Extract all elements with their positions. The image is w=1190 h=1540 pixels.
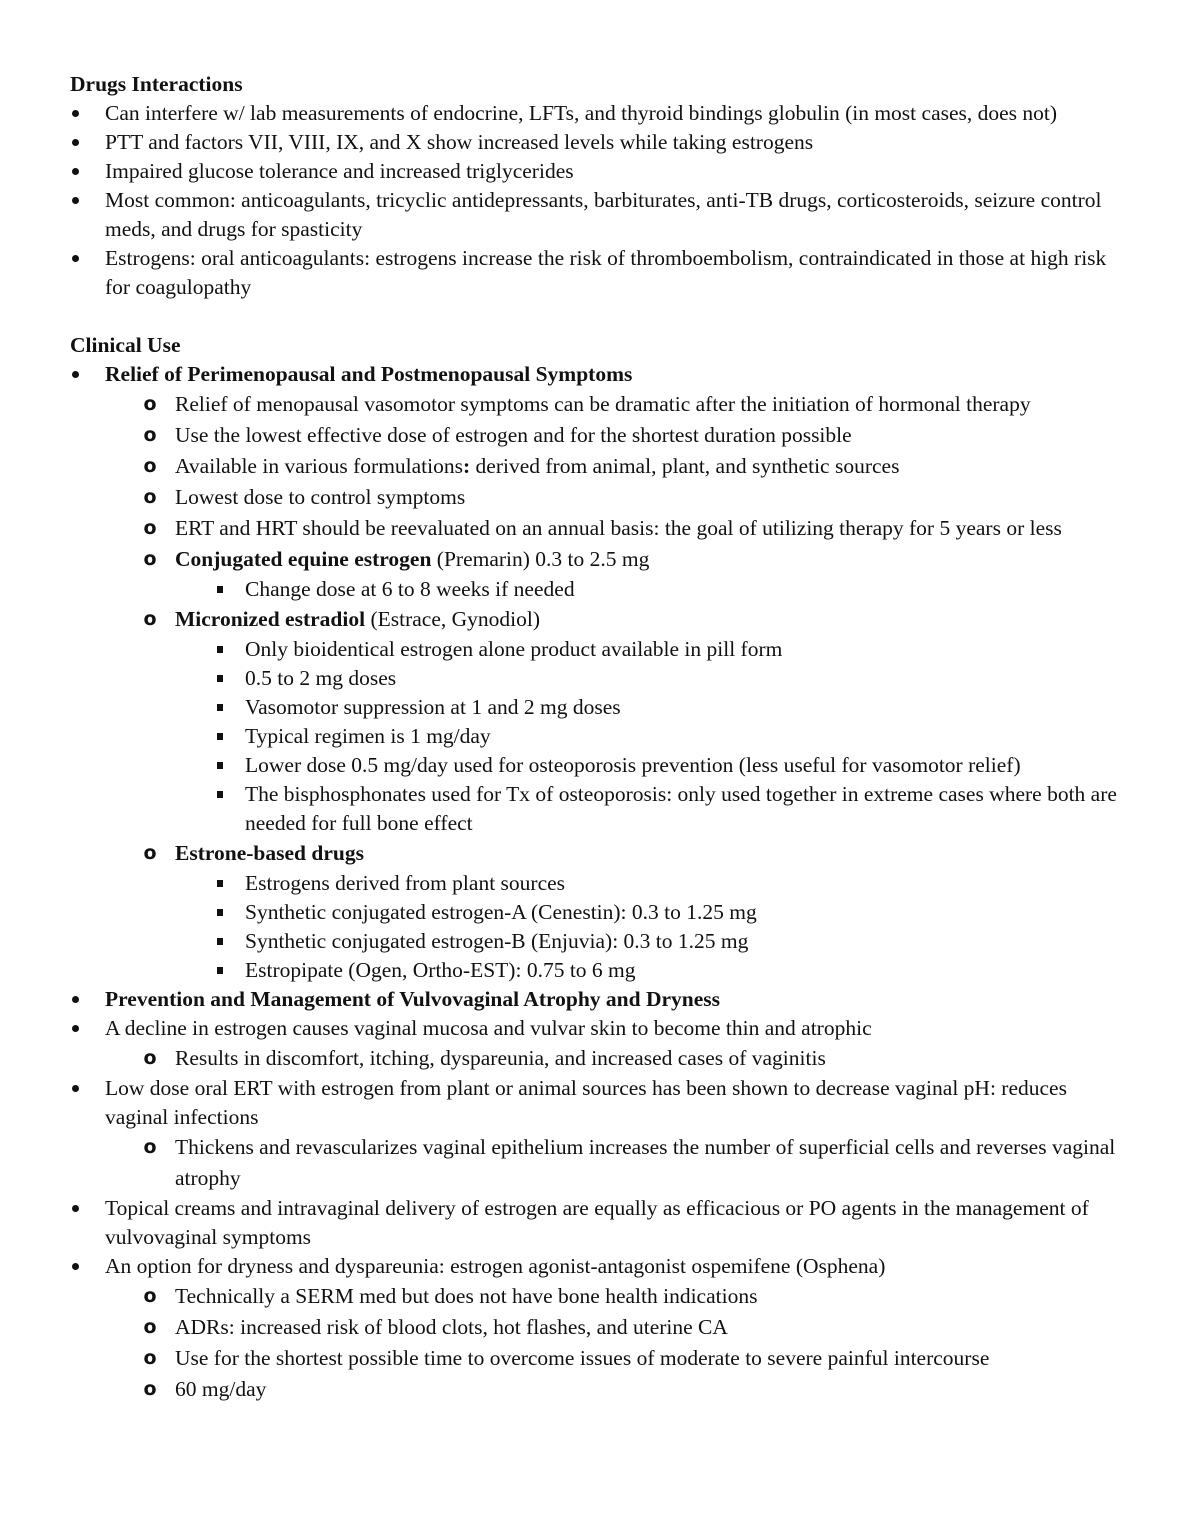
list-item: The bisphosphonates used for Tx of osteoporosis: only used together in extreme cases where both are needed for full bone effect xyxy=(70,780,1120,838)
bullet-circle-icon: o xyxy=(143,517,157,539)
bullet-square-icon xyxy=(210,956,230,985)
bullet-circle-icon: o xyxy=(143,1047,157,1069)
list-item-vulvovaginal-heading: Prevention and Management of Vulvovaginal Atrophy and Dryness xyxy=(70,985,1120,1014)
list-item: Estrogens derived from plant sources xyxy=(70,869,1120,898)
list-item: Most common: anticoagulants, tricyclic antidepressants, barbiturates, anti-TB drugs, corticosteroids, seizure control meds, and drugs for spasticity xyxy=(70,186,1120,244)
list-item: o ADRs: increased risk of blood clots, hot flashes, and uterine CA xyxy=(70,1312,1120,1343)
list-item: 0.5 to 2 mg doses xyxy=(70,664,1120,693)
list-item: Estrogens: oral anticoagulants: estrogens increase the risk of thromboembolism, contraindicated in those at high risk for coagulopathy xyxy=(70,244,1120,302)
list-item: o 60 mg/day xyxy=(70,1374,1120,1405)
bullet-circle-icon: o xyxy=(143,1378,157,1400)
list-item: Synthetic conjugated estrogen-B (Enjuvia): 0.3 to 1.25 mg xyxy=(70,927,1120,956)
bullet-circle-icon: o xyxy=(143,424,157,446)
bullet-square-icon xyxy=(210,780,230,809)
bullet-circle-icon: o xyxy=(143,1136,157,1158)
bullet-dot-icon xyxy=(70,128,80,157)
bullet-dot-icon xyxy=(70,1252,80,1281)
bullet-square-icon xyxy=(210,751,230,780)
drug-interactions-list xyxy=(70,99,1120,302)
bullet-dot-icon xyxy=(70,99,80,128)
bullet-dot-icon xyxy=(70,360,80,389)
list-item: o Use the lowest effective dose of estrogen and for the shortest duration possible xyxy=(70,420,1120,451)
list-item-relief-heading: Relief of Perimenopausal and Postmenopausal Symptoms xyxy=(70,360,1120,389)
bullet-circle-icon: o xyxy=(143,393,157,415)
list-item: Typical regimen is 1 mg/day xyxy=(70,722,1120,751)
bullet-square-icon xyxy=(210,869,230,898)
list-item: An option for dryness and dyspareunia: estrogen agonist-antagonist ospemifene (Osphena) xyxy=(70,1252,1120,1281)
list-item: Low dose oral ERT with estrogen from plant or animal sources has been shown to decrease vaginal pH: reduces vaginal infections xyxy=(70,1074,1120,1132)
bullet-dot-icon xyxy=(70,1074,80,1103)
list-item: Synthetic conjugated estrogen-A (Cenestin): 0.3 to 1.25 mg xyxy=(70,898,1120,927)
list-item: Topical creams and intravaginal delivery of estrogen are equally as efficacious or PO agents in the management of vulvovaginal symptoms xyxy=(70,1194,1120,1252)
bullet-square-icon xyxy=(210,927,230,956)
list-item-estrone-based-drugs: o Estrone-based drugs xyxy=(70,838,1120,869)
list-item: o Technically a SERM med but does not have bone health indications xyxy=(70,1281,1120,1312)
bullet-circle-icon: o xyxy=(143,1316,157,1338)
bullet-dot-icon xyxy=(70,985,80,1014)
bullet-dot-icon xyxy=(70,1014,80,1043)
bullet-dot-icon xyxy=(70,244,80,273)
list-item: Vasomotor suppression at 1 and 2 mg doses xyxy=(70,693,1120,722)
bullet-square-icon xyxy=(210,575,230,604)
bullet-circle-icon: o xyxy=(143,486,157,508)
list-item: o Results in discomfort, itching, dyspareunia, and increased cases of vaginitis xyxy=(70,1043,1120,1074)
list-item: PTT and factors VII, VIII, IX, and X show increased levels while taking estrogens xyxy=(70,128,1120,157)
list-item: o Thickens and revascularizes vaginal epithelium increases the number of superficial cells and reverses vaginal atrophy xyxy=(70,1132,1120,1194)
document-page xyxy=(70,70,1120,1405)
list-item: o ERT and HRT should be reevaluated on an annual basis: the goal of utilizing therapy for 5 years or less xyxy=(70,513,1120,544)
list-item: Change dose at 6 to 8 weeks if needed xyxy=(70,575,1120,604)
spacer xyxy=(70,302,1120,331)
list-item: Impaired glucose tolerance and increased triglycerides xyxy=(70,157,1120,186)
bullet-square-icon xyxy=(210,635,230,664)
list-item: o Relief of menopausal vasomotor symptoms can be dramatic after the initiation of hormonal therapy xyxy=(70,389,1120,420)
bullet-dot-icon xyxy=(70,186,80,215)
section-heading-clinical-use: Clinical Use xyxy=(70,333,181,357)
list-item-micronized-estradiol: o Micronized estradiol (Estrace, Gynodiol) xyxy=(70,604,1120,635)
list-item: Estropipate (Ogen, Ortho-EST): 0.75 to 6 mg xyxy=(70,956,1120,985)
bullet-square-icon xyxy=(210,693,230,722)
bullet-dot-icon xyxy=(70,157,80,186)
bullet-square-icon xyxy=(210,722,230,751)
bullet-circle-icon: o xyxy=(143,1285,157,1307)
list-item: o Available in various formulations: derived from animal, plant, and synthetic sources xyxy=(70,451,1120,482)
list-item: o Lowest dose to control symptoms xyxy=(70,482,1120,513)
list-item: Lower dose 0.5 mg/day used for osteoporosis prevention (less useful for vasomotor relief) xyxy=(70,751,1120,780)
section-heading-drug-interactions: Drugs Interactions xyxy=(70,72,243,96)
bullet-circle-icon: o xyxy=(143,548,157,570)
list-item: Can interfere w/ lab measurements of endocrine, LFTs, and thyroid bindings globulin (in most cases, does not) xyxy=(70,99,1120,128)
list-item: o Use for the shortest possible time to overcome issues of moderate to severe painful intercourse xyxy=(70,1343,1120,1374)
bullet-circle-icon: o xyxy=(143,1347,157,1369)
bullet-square-icon xyxy=(210,664,230,693)
list-item-conjugated-equine-estrogen: o Conjugated equine estrogen (Premarin) 0.3 to 2.5 mg xyxy=(70,544,1120,575)
bullet-circle-icon: o xyxy=(143,455,157,477)
bullet-square-icon xyxy=(210,898,230,927)
list-item: A decline in estrogen causes vaginal mucosa and vulvar skin to become thin and atrophic xyxy=(70,1014,1120,1043)
bullet-circle-icon: o xyxy=(143,842,157,864)
list-item: Only bioidentical estrogen alone product available in pill form xyxy=(70,635,1120,664)
bullet-dot-icon xyxy=(70,1194,80,1223)
bullet-circle-icon: o xyxy=(143,608,157,630)
